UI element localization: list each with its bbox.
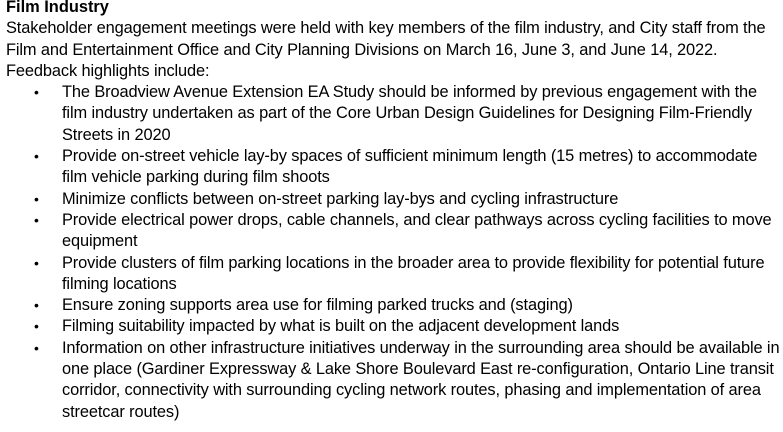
bullet-icon: • — [34, 297, 39, 314]
bullet-icon: • — [34, 84, 39, 101]
bullet-icon: • — [34, 190, 39, 207]
bullet-icon: • — [34, 148, 39, 165]
list-item-text: Provide clusters of film parking locations in the broader area to provide flexibility for potential future filming locations — [62, 253, 765, 293]
list-item-text: Ensure zoning supports area use for filming parked trucks and (staging) — [62, 296, 573, 315]
list-item — [6, 253, 783, 296]
list-item — [6, 189, 783, 210]
list-item — [6, 295, 783, 316]
list-item-text: Information on other infrastructure initiatives underway in the surrounding area should be available in one place (Gardiner Expressway & Lake Shore Boulevard East re-configuration, Ontario Line transit corridor, connectivity with surrounding cycling network routes, phasing and implementation of area streetcar routes) — [62, 338, 780, 421]
list-item-text: Provide electrical power drops, cable channels, and clear pathways across cycling facilities to move equipment — [62, 210, 772, 251]
list-item-text: The Broadview Avenue Extension EA Study should be informed by previous engagement with the film industry undertaken as part of the Core Urban Design Guidelines for Designing Film-Friendly Streets in 2020 — [62, 83, 758, 144]
list-item — [6, 210, 783, 253]
section-heading: Film Industry — [6, 0, 109, 16]
bullet-icon: • — [34, 318, 39, 335]
bullet-icon: • — [34, 211, 39, 228]
bullet-icon: • — [34, 254, 39, 271]
list-item-text: Minimize conflicts between on-street parking lay-bys and cycling infrastructure — [62, 189, 619, 208]
list-item — [6, 338, 783, 423]
intro-paragraph: Stakeholder engagement meetings were held with key members of the film industry, and City staff from the Film and Entertainment Office and City Planning Divisions on March 16, June 3, and June 14, 2022. Feedback highlights include: — [6, 19, 766, 80]
list-item-text: Filming suitability impacted by what is built on the adjacent development lands — [62, 317, 620, 336]
list-item — [6, 146, 783, 189]
list-item — [6, 316, 783, 337]
feedback-list — [6, 82, 783, 423]
document-page — [6, 0, 783, 423]
list-item-text: Provide on-street vehicle lay-by spaces of sufficient minimum length (15 metres) to accommodate film vehicle parking during film shoots — [62, 147, 758, 187]
list-item — [6, 82, 783, 146]
bullet-icon: • — [34, 339, 39, 356]
